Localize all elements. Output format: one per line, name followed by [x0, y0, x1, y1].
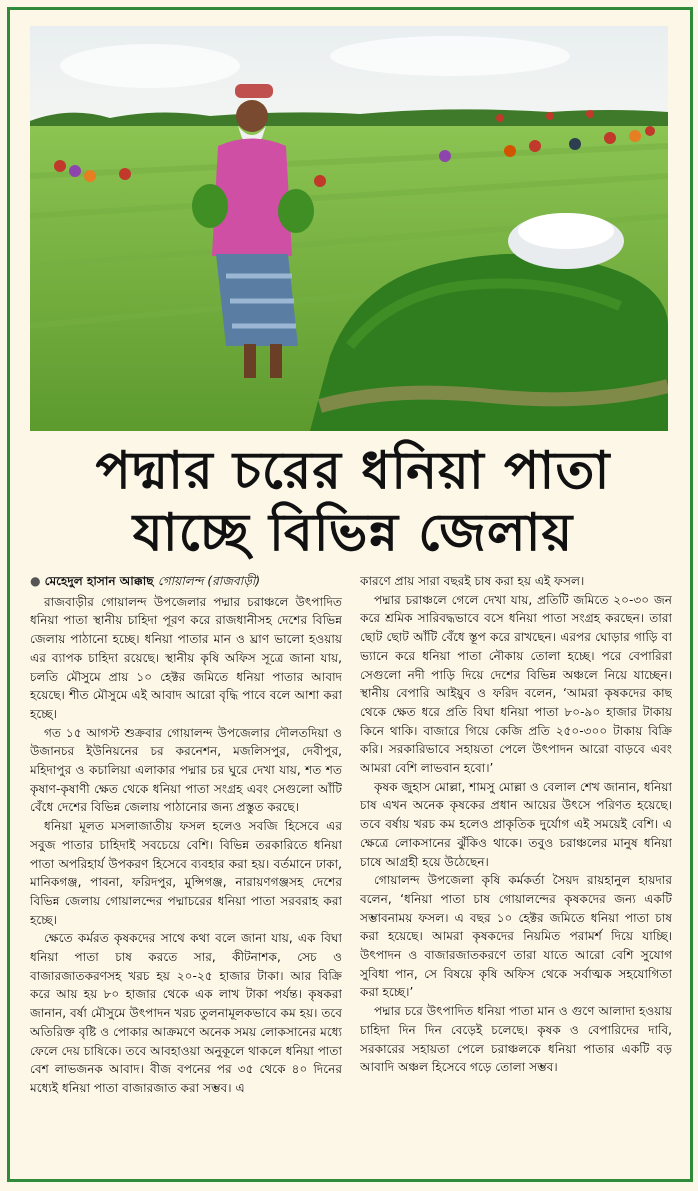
paragraph: গোয়ালন্দ উপজেলা কৃষি কর্মকর্তা সৈয়দ রায়হানুল হায়দার বলেন, ‘ধনিয়া পাতা চাষ গোয়ালন্দের কৃষকদের জন্য একটি সম্ভাবনাময় ফসল। এ বছর ১০ হেক্টর জমিতে ধনিয়া পাতা চাষ করা হয়েছে। আমরা কৃষকদের নিয়মিত পরামর্শ দিয়ে যাচ্ছি। উৎপাদন ও বাজারজাতকরণে তারা যাতে আরো বেশি সুযোগ সুবিধা পান, সে বিষয়ে কৃষি অফিস থেকে সর্বাত্মক সহযোগিতা করা হচ্ছে।’ — [360, 873, 672, 1000]
headline-line-1: পদ্মার চরের ধনিয়া পাতা — [95, 441, 611, 501]
paragraph: কারণে প্রায় সারা বছরই চাষ করা হয় এই ফসল। — [360, 574, 585, 588]
article-body — [30, 572, 672, 1172]
paragraph: ক্ষেতে কর্মরত কৃষকদের সাথে কথা বলে জানা যায়, এক বিঘা ধনিয়া পাতা চাষ করতে সার, কীটনাশক, সেচ ও বাজারজাতকরণসহ খরচ হয় ২০-২৫ হাজার টাকা। আর বিক্রি করে আয় হয় ৮০ হাজার থেকে এক লাখ টাকা পর্যন্ত। কৃষকরা জানান, বর্ষা মৌসুমে উৎপাদন খরচ তুলনামূলকভাবে কম হয়। তবে অতিরিক্ত বৃষ্টি ও পোকার আক্রমণে অনেক সময় লোকসানের মধ্যে ফেলে দেয় চাষিকে। তবে আবহাওয়া অনুকূলে থাকলে ধনিয়া পাতা বেশ লাভজনক আবাদ। বীজ বপনের পর ৩৫ থেকে ৪০ দিনের মধ্যেই ধনিয়া পাতা বাজারজাত করা সম্ভব। এ — [30, 931, 342, 1095]
paragraph: কৃষক জুহাস মোল্লা, শামসু মোল্লা ও বেলাল শেখ জানান, ধনিয়া চাষ এখন অনেক কৃষকের প্রধান আয়ের উৎসে পরিণত হয়েছে। তবে বর্ষায় খরচ কম হলেও প্রাকৃতিক দুর্যোগ এই সময়েই বেশি। এ ক্ষেত্রে লোকসানের ঝুঁকিও থাকে। তবুও চরাঞ্চলের মানুষ ধনিয়া চাষে আগ্রহী হয়ে উঠেছেন। — [360, 779, 672, 869]
byline-author: মেহেদুল হাসান আক্কাছ — [44, 574, 154, 588]
coriander-field-photo — [30, 26, 668, 431]
left-column — [30, 572, 342, 1172]
bullet-icon: ● — [30, 574, 41, 588]
byline — [30, 572, 342, 591]
article-frame — [7, 7, 693, 1182]
right-column — [360, 572, 672, 1172]
paragraph: গত ১৫ আগস্ট শুক্রবার গোয়ালন্দ উপজেলার দৌলতদিয়া ও উজানচর ইউনিয়নের চর করনেশন, মজলিসপুর, দেবীপুর, মহিদাপুর ও কচালিয়া এলাকার পদ্মার চর ঘুরে দেখা যায়, শত শত কৃষাণ-কৃষাণী ক্ষেত থেকে ধনিয়া পাতা সংগ্রহ এবং সেগুলো আঁটি বেঁধে দেশের বিভিন্ন জেলায় পাঠানোর জন্য প্রস্তুত করছে। — [30, 725, 342, 815]
headline — [10, 440, 696, 564]
headline-line-2: যাচ্ছে বিভিন্ন জেলায় — [132, 503, 574, 563]
paragraph: পদ্মার চরাঞ্চলে গেলে দেখা যায়, প্রতিটি জমিতে ২০-৩০ জন করে শ্রমিক সারিবদ্ধভাবে বসে ধনিয়া পাতা সংগ্রহ করছেন। তারা ছোট ছোট আঁটি বেঁধে স্তূপ করে রাখছেন। এরপর ঘোড়ার গাড়ি বা ভ্যানে করে ধনিয়া পাতা নৌকায় তোলা হচ্ছে। পরে বেপারিরা সেগুলো নদী পাড়ি দিয়ে দেশের বিভিন্ন অঞ্চলে নিয়ে যাচ্ছেন। স্থানীয় বেপারি আইয়ুব ও ফরিদ বলেন, ‘আমরা কৃষকদের কাছ থেকে ক্ষেত ধরে প্রতি বিঘা ধনিয়া পাতা ৮০-৯০ হাজার টাকায় কিনে থাকি। বাজারে গিয়ে কেজি প্রতি ২৫০-৩০০ টাকায় বিক্রি করি। সরকারিভাবে সহায়তা পেলে উৎপাদন আরো বাড়বে এবং আমরা বেশি লাভবান হবো।’ — [360, 592, 672, 776]
paragraph: পদ্মার চরে উৎপাদিত ধনিয়া পাতা মান ও গুণে আলাদা হওয়ায় চাহিদা দিন দিন বেড়েই চলেছে। কৃষক ও বেপারিদের দাবি, সরকারের সহায়তা পেলে চরাঞ্চলকে ধনিয়া পাতার একটি বড় আবাদি অঞ্চল হিসেবে গড়ে তোলা সম্ভব। — [360, 1004, 672, 1075]
paragraph: রাজবাড়ীর গোয়ালন্দ উপজেলার পদ্মার চরাঞ্চলে উৎপাদিত ধনিয়া পাতা স্থানীয় চাহিদা পূরণ করে রাজধানীসহ দেশের বিভিন্ন জেলায় পাঠানো হচ্ছে। ধনিয়া পাতার মান ও ঘ্রাণ ভালো হওয়ায় এর ব্যাপক চাহিদা রয়েছে। স্থানীয় কৃষি অফিস সূত্রে জানা যায়, চলতি মৌসুমে প্রায় ১০ হেক্টর জমিতে ধনিয়া পাতার আবাদ হয়েছে। শীত মৌসুমে এই আবাদ আরো বৃদ্ধি পাবে বলে আশা করা হচ্ছে। — [30, 594, 342, 721]
byline-place: গোয়ালন্দ (রাজবাড়ী) — [157, 574, 261, 588]
paragraph: ধনিয়া মূলত মসলাজাতীয় ফসল হলেও সবজি হিসেবে এর সবুজ পাতার চাহিদাই সবচেয়ে বেশি। বিভিন্ন তরকারিতে ধনিয়া পাতা অপরিহার্য উপকরণ হিসেবে ব্যবহার করা হয়। বর্তমানে ঢাকা, মানিকগঞ্জ, পাবনা, ফরিদপুর, মুন্সিগঞ্জ, নারায়ণগঞ্জসহ দেশের বিভিন্ন জেলায় গোয়ালন্দের পদ্মাচরের ধনিয়া পাতা সরবরাহ করা হচ্ছে। — [30, 819, 342, 927]
